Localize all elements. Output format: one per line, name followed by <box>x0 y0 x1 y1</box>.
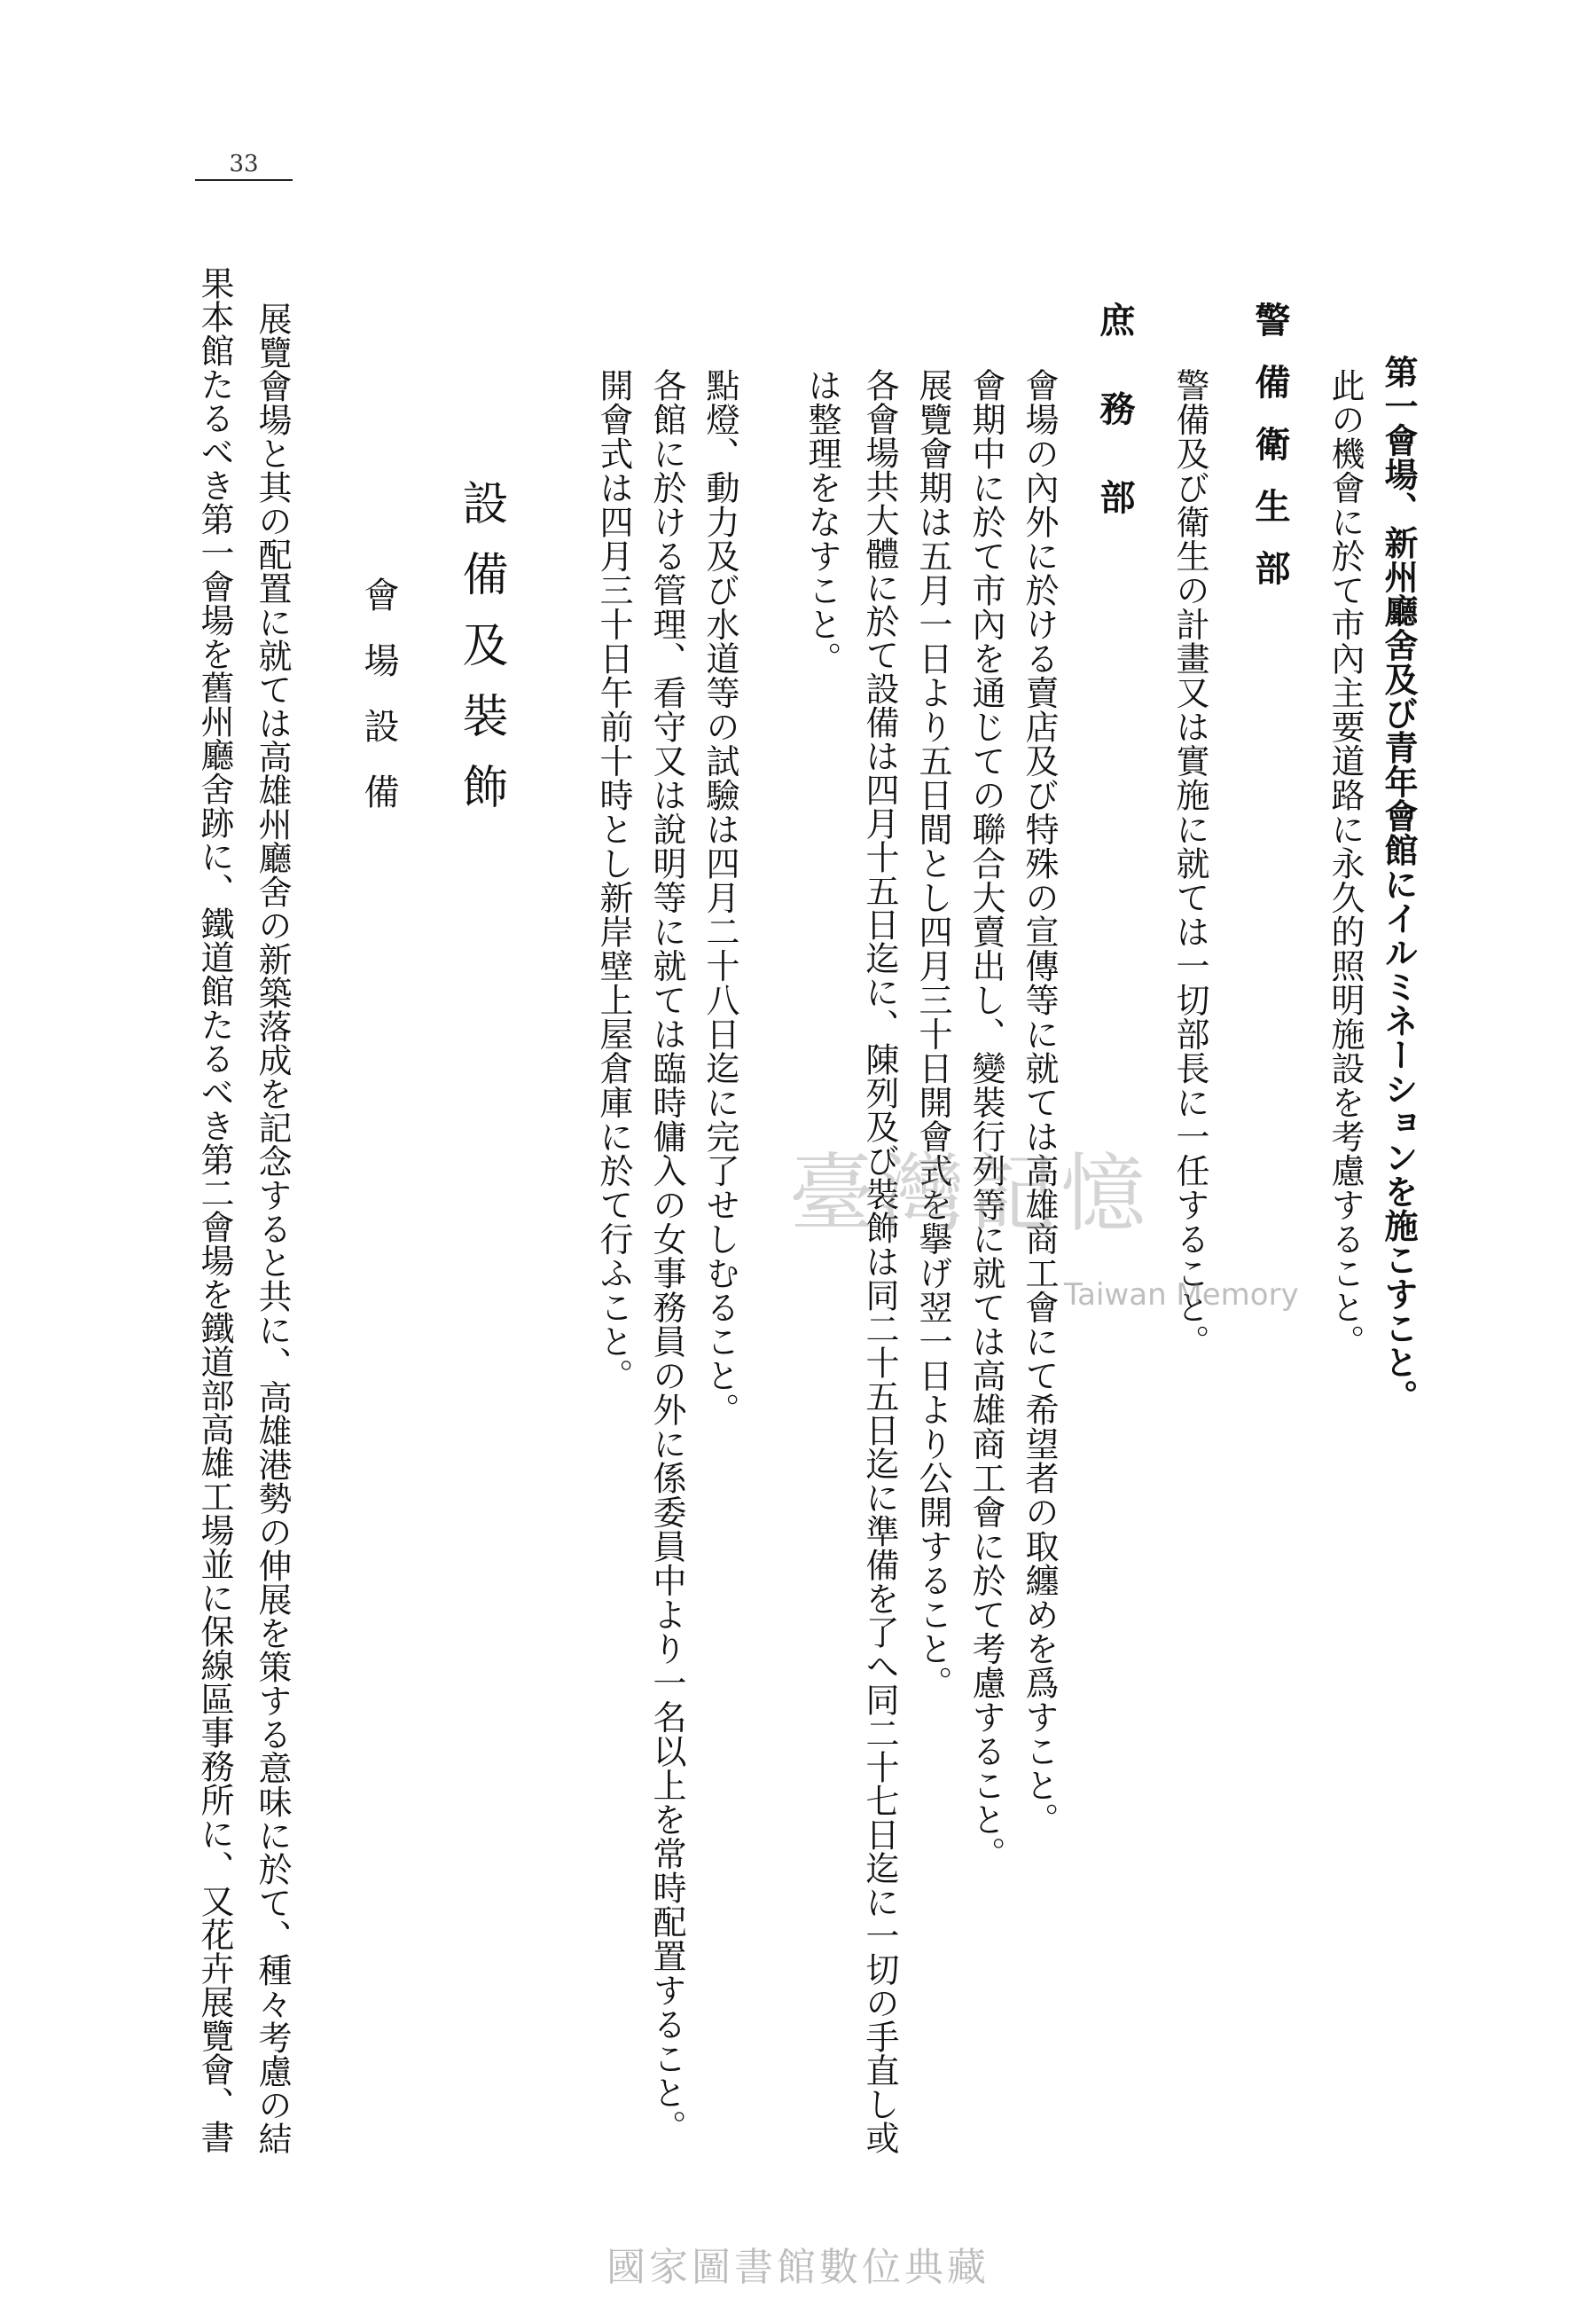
page-number: 33 <box>195 151 293 181</box>
footer-attribution: 國家圖書館數位典藏 <box>606 2245 990 2290</box>
text-column-9: 各會場共大體に於て設備は四月十五日迄に、陳列及び裝飾は同二十五日迄に準備を了へ同二十七日迄に一切の手直し或 <box>860 368 899 2154</box>
text-column-13: 開會式は四月三十日午前十時とし新岸壁上屋倉庫に於て行ふこと。 <box>594 368 633 1392</box>
text-column-10: は整理をなすこと。 <box>802 368 841 676</box>
text-column-6: 會場の內外に於ける賣店及び特殊の宣傳等に就ては高雄商工會にて希望者の取纏めを爲すこと。 <box>1020 368 1059 1837</box>
text-column-17: 果本館たるべき第一會場を舊州廳舍跡に、鐵道館たるべき第二會場を鐵道部高雄工場並に保線區事務所に、又花卉展覽會、書 <box>195 266 234 2153</box>
text-column-11: 點燈、動力及び水道等の試驗は四月二十八日迄に完了せしむること。 <box>700 368 739 1427</box>
watermark-logo: 臺灣記憶 <box>789 1144 1151 1243</box>
text-column-2: 此の機會に於て市內主要道路に永久的照明施設を考慮すること。 <box>1326 368 1365 1359</box>
text-column-8: 展覽會期は五月一日より五日間とし四月三十日開會式を擧げ翌一日より公開すること。 <box>913 368 952 1700</box>
text-column-4: 警備及び衛生の計畫又は實施に就ては一切部長に一任すること。 <box>1170 368 1209 1359</box>
text-column-7: 會期中に於て市內を通じての聯合大賣出し、變裝行列等に就ては高雄商工會に於て考慮すること。 <box>966 368 1005 1871</box>
heading-keibi-eisei: 警備衛生部 <box>1249 302 1291 612</box>
text-column-16: 展覽會場と其の配置に就ては高雄州廳舍の新築落成を記念すると共に、高雄港勢の伸展を策する意味に於て、種々考慮の結 <box>253 302 292 2155</box>
text-column-12: 各館に於ける管理、看守又は說明等に就ては臨時傭入の女事務員の外に係委員中より一名以上を常時配置すること。 <box>647 368 686 2144</box>
sub-title: 會場設備 <box>358 576 399 839</box>
text-column-1: 第一會場、新州廳舍及び青年會館にイルミネーションを施こすこと。 <box>1379 355 1419 1414</box>
section-title: 設備及裝飾 <box>454 479 507 834</box>
heading-shomu: 庶務部 <box>1094 302 1136 568</box>
watermark-logo-en: Taiwan Memory <box>1064 1277 1299 1313</box>
